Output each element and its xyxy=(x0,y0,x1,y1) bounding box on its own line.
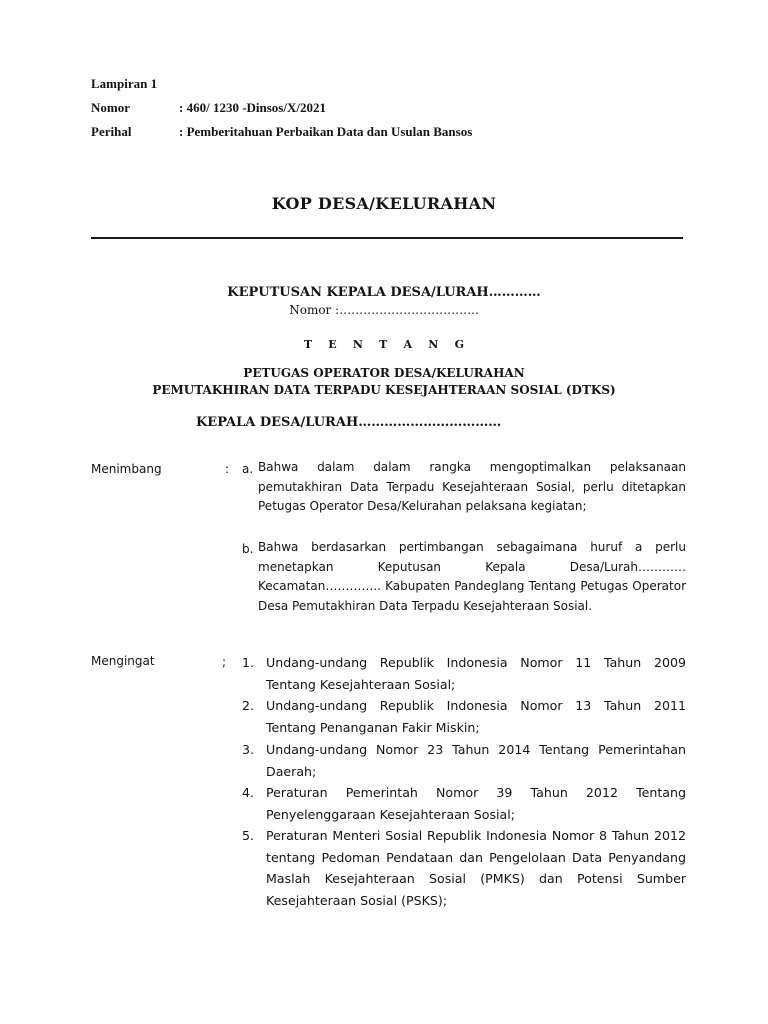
mengingat-item-2: Undang-undang Republik Indonesia Nomor 13 Tahun 2011 Tentang Penanganan Fakir Miskin; xyxy=(266,698,686,735)
keputusan-nomor: Nomor :…………………………….. xyxy=(289,303,479,317)
menimbang-item-b: Bahwa berdasarkan pertimbangan sebagaimana huruf a perlu menetapkan Keputusan Kepala Desa/Lurah………… Kecamatan………….. Kabupaten Pandeglang Tentang Petugas Operator Desa Pemutakhiran Data Terpadu Kesejahteraan Sosial. xyxy=(258,540,686,613)
mengingat-marker-4: 4. xyxy=(242,785,255,800)
mengingat-item-3: Undang-undang Nomor 23 Tahun 2014 Tentang Pemerintahan Daerah; xyxy=(266,742,686,779)
perihal-label: Perihal xyxy=(91,124,132,139)
kop-divider xyxy=(91,237,683,239)
mengingat-label: Mengingat xyxy=(91,654,155,668)
mengingat-colon: ; xyxy=(222,655,227,669)
mengingat-marker-5: 5. xyxy=(242,828,255,843)
menimbang-marker-a: a. xyxy=(242,462,254,476)
mengingat-item-5: Peraturan Menteri Sosial Republik Indonesia Nomor 8 Tahun 2012 tentang Pedoman Pendataan dan Pengelolaan Data Penyandang Maslah Kesejahteraan Sosial (PMKS) dan Potensi Sumber Kesejahteraan Sosial (PSKS); xyxy=(266,828,686,908)
tentang-heading: T E N T A N G xyxy=(303,338,471,351)
mengingat-item-4: Peraturan Pemerintah Nomor 39 Tahun 2012 Tentang Penyelenggaraan Kesejahteraan Sosial; xyxy=(266,785,686,822)
mengingat-item-1: Undang-undang Republik Indonesia Nomor 11 Tahun 2009 Tentang Kesejahteraan Sosial; xyxy=(266,655,686,692)
kepala-desa-heading: KEPALA DESA/LURAH…………………………… xyxy=(196,415,502,430)
nomor-value: : 460/ 1230 -Dinsos/X/2021 xyxy=(179,100,326,115)
lampiran-text: Lampiran 1 xyxy=(91,76,158,91)
petugas-title-line2: PEMUTAKHIRAN DATA TERPADU KESEJAHTERAAN SOSIAL (DTKS) xyxy=(152,383,616,397)
keputusan-title: KEPUTUSAN KEPALA DESA/LURAH………… xyxy=(227,285,541,300)
menimbang-item-a: Bahwa dalam dalam rangka mengoptimalkan pelaksanaan pemutakhiran Data Terpadu Kesejahteraan Sosial, perlu ditetapkan Petugas Operator Desa/Kelurahan pelaksana kegiatan; xyxy=(258,460,686,513)
mengingat-marker-3: 3. xyxy=(242,742,255,757)
mengingat-marker-2: 2. xyxy=(242,698,255,713)
nomor-label: Nomor xyxy=(91,100,130,115)
menimbang-colon: : xyxy=(225,462,230,476)
menimbang-label: Menimbang xyxy=(91,462,162,476)
kop-title: KOP DESA/KELURAHAN xyxy=(271,194,497,213)
petugas-title-line1: PETUGAS OPERATOR DESA/KELURAHAN xyxy=(243,366,525,380)
menimbang-marker-b: b. xyxy=(242,542,254,556)
mengingat-marker-1: 1. xyxy=(242,655,255,670)
perihal-value: : Pemberitahuan Perbaikan Data dan Usulan Bansos xyxy=(179,124,473,139)
